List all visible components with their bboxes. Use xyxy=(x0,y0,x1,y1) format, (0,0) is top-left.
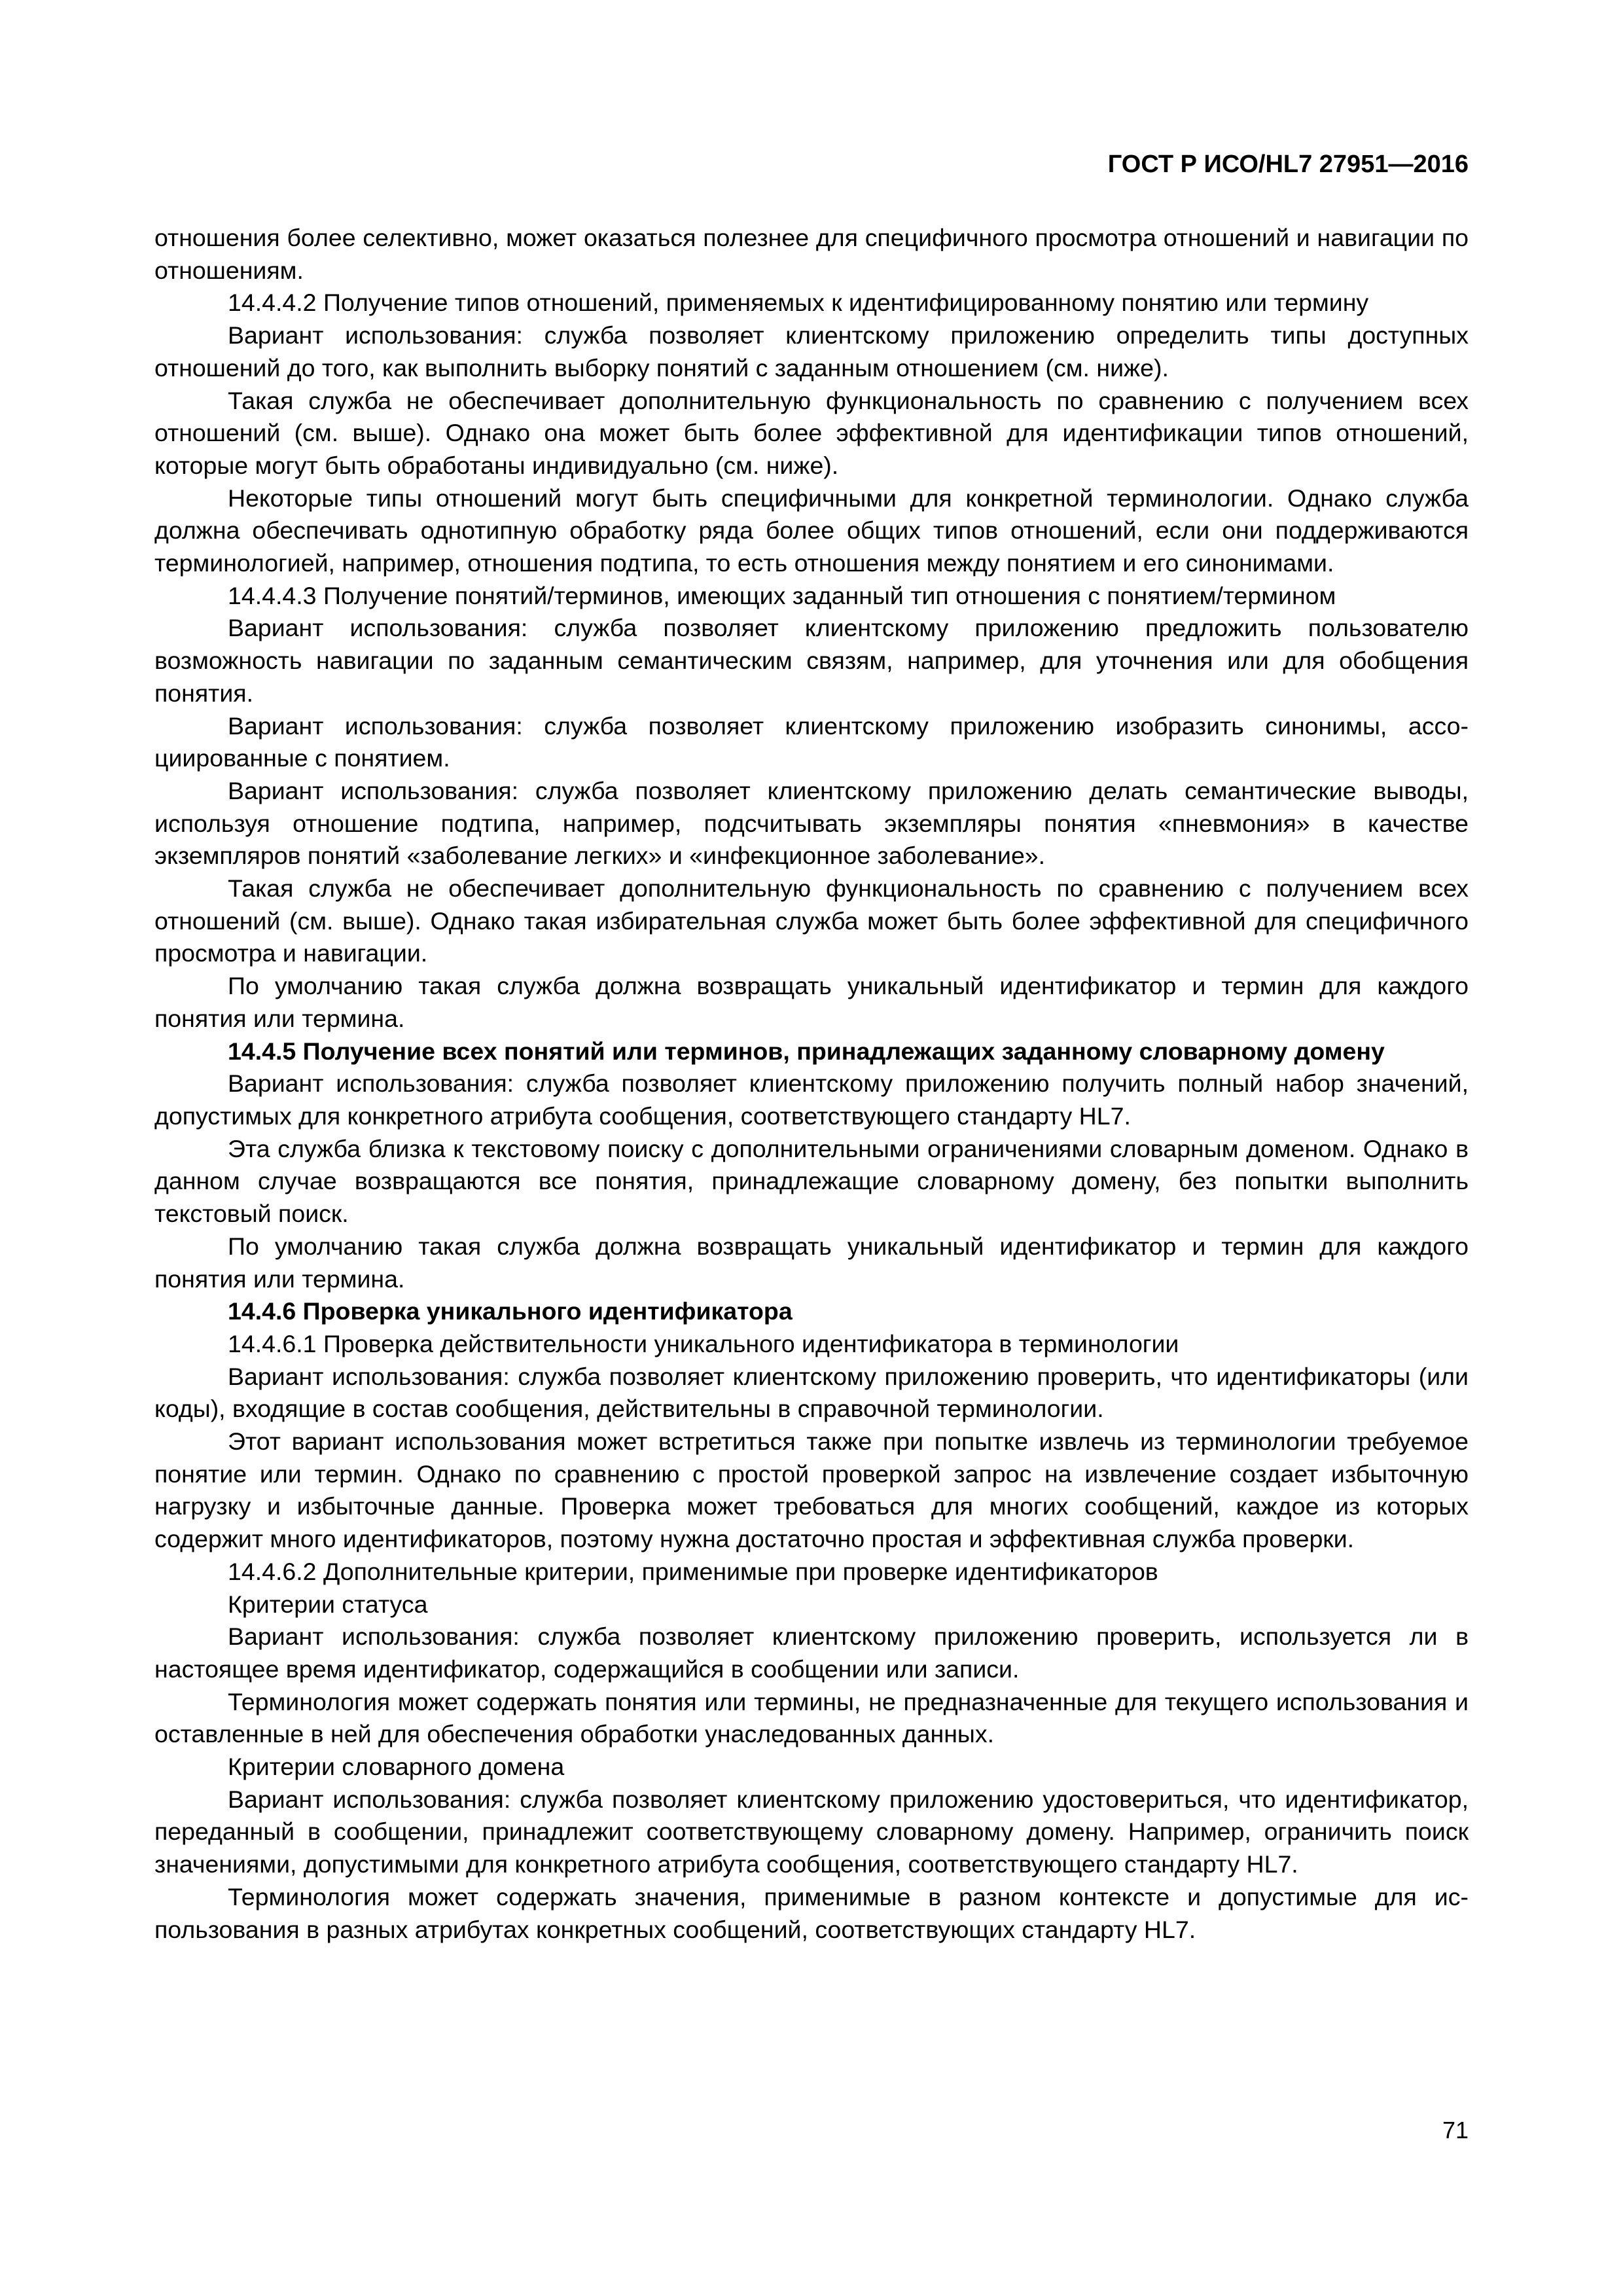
paragraph: Терминология может содержать понятия или термины, не предназначенные для текущего использования и оставленные в ней для обеспечения обработки унаследованных данных. xyxy=(154,1687,1469,1748)
paragraph: Такая служба не обеспечивает дополнительную функциональность по сравнению с получением всех отношений (см. выше). Однако она может быть более эффективной для идентификации типов отношений, которые могут быть обработаны индивидуально (см. ниже). xyxy=(154,386,1469,479)
paragraph: Вариант использования: служба позволяет клиентскому приложению изобразить синонимы, ассоциированные с понятием. xyxy=(154,711,1469,772)
paragraph: Эта служба близка к текстовому поиску с дополнительными ограничениями словарным доменом. Однако в данном случае возвращаются все понятия, принадлежащие словарному домену, без попытки выполнить текстовый поиск. xyxy=(154,1134,1469,1228)
paragraph: Критерии словарного домена xyxy=(228,1753,565,1781)
document-body xyxy=(154,222,1469,1946)
paragraph: Вариант использования: служба позволяет клиентскому приложению проверить, используется ли в настоящее время идентификатор, содержащийся в сообщении или записи. xyxy=(154,1623,1469,1683)
paragraph: Критерии статуса xyxy=(228,1590,428,1618)
document-header: ГОСТ Р ИСО/HL7 27951—2016 xyxy=(1107,151,1469,178)
paragraph: Некоторые типы отношений могут быть специфичными для конкретной терминологии. Однако служба должна обеспечивать однотипную обработку ряда более общих типов отношений, если они поддерживаются терминологией, например, отношения подтипа, то есть отношения между понятием и его синонимами. xyxy=(154,484,1469,577)
paragraph: Вариант использования: служба позволяет клиентскому приложению проверить, что идентификаторы (или коды), входящие в состав сообщения, действительны в справочной терминологии. xyxy=(154,1362,1469,1423)
paragraph: 14.4.4.3 Получение понятий/терминов, имеющих заданный тип отношения с понятием/термином xyxy=(228,581,1336,609)
paragraph: Вариант использования: служба позволяет клиентскому приложению удостовериться, что идентификатор, переданный в сообщении, принадлежит соответствующему словарному домену. Например, ограничить поиск значениями, допустимыми для конкретного атрибута сообщения, соответствующего стандарту HL7. xyxy=(154,1785,1469,1878)
paragraph: Вариант использования: служба позволяет клиентскому приложению получить полный набор значений, допустимых для конкретного атрибута сообщения, соответствующего стандарту HL7. xyxy=(154,1069,1469,1130)
paragraph: Такая служба не обеспечивает дополнительную функциональность по сравнению с получением всех отношений (см. выше). Однако такая избирательная служба может быть более эффективной для специфичного просмотра и навигации. xyxy=(154,874,1469,967)
paragraph: По умолчанию такая служба должна возвращать уникальный идентификатор и термин для каждого понятия или термина. xyxy=(154,1232,1469,1293)
section-heading: 14.4.6 Проверка уникального идентификатора xyxy=(228,1297,793,1325)
paragraph: Вариант использования: служба позволяет клиентскому приложению предложить пользователю возможность навигации по заданным семантическим связям, например, для уточнения или для обобщения понятия. xyxy=(154,614,1469,707)
paragraph: отношения более селективно, может оказаться полезнее для специфичного просмотра отношений и навигации по отношениям. xyxy=(154,224,1469,284)
paragraph: 14.4.6.1 Проверка действительности уникального идентификатора в терминологии xyxy=(228,1329,1179,1357)
paragraph: Вариант использования: служба позволяет клиентскому приложению определить типы доступных отношений до того, как выполнить выборку понятий с заданным отношением (см. ниже). xyxy=(154,321,1469,382)
paragraph: Вариант использования: служба позволяет клиентскому приложению делать семантические выводы, используя отношение подтипа, например, подсчитывать экземпляры понятия «пневмония» в качестве экземпляров понятий «заболевание легких» и «инфекционное заболевание». xyxy=(154,776,1469,870)
paragraph: 14.4.4.2 Получение типов отношений, применяемых к идентифицированному понятию или термину xyxy=(228,289,1369,317)
paragraph: Этот вариант использования может встретиться также при попытке извлечь из терминологии требуемое понятие или термин. Однако по сравнению с простой проверкой запрос на извлечение создает избыточную нагрузку и избыточные данные. Проверка может требоваться для многих сообщений, каждое из которых содержит много идентификаторов, поэтому нужна достаточно простая и эффективная служба проверки. xyxy=(154,1427,1469,1553)
paragraph: По умолчанию такая служба должна возвращать уникальный идентификатор и термин для каждого понятия или термина. xyxy=(154,972,1469,1032)
paragraph: 14.4.6.2 Дополнительные критерии, применимые при проверке идентификаторов xyxy=(228,1557,1158,1585)
page-number: 71 xyxy=(1442,2117,1469,2144)
paragraph: Терминология может содержать значения, применимые в разном контексте и допустимые для использования в разных атрибутах конкретных сообщений, соответствующих стандарту HL7. xyxy=(154,1882,1469,1943)
section-heading: 14.4.5 Получение всех понятий или терминов, принадлежащих заданному словарному домену xyxy=(228,1037,1385,1065)
